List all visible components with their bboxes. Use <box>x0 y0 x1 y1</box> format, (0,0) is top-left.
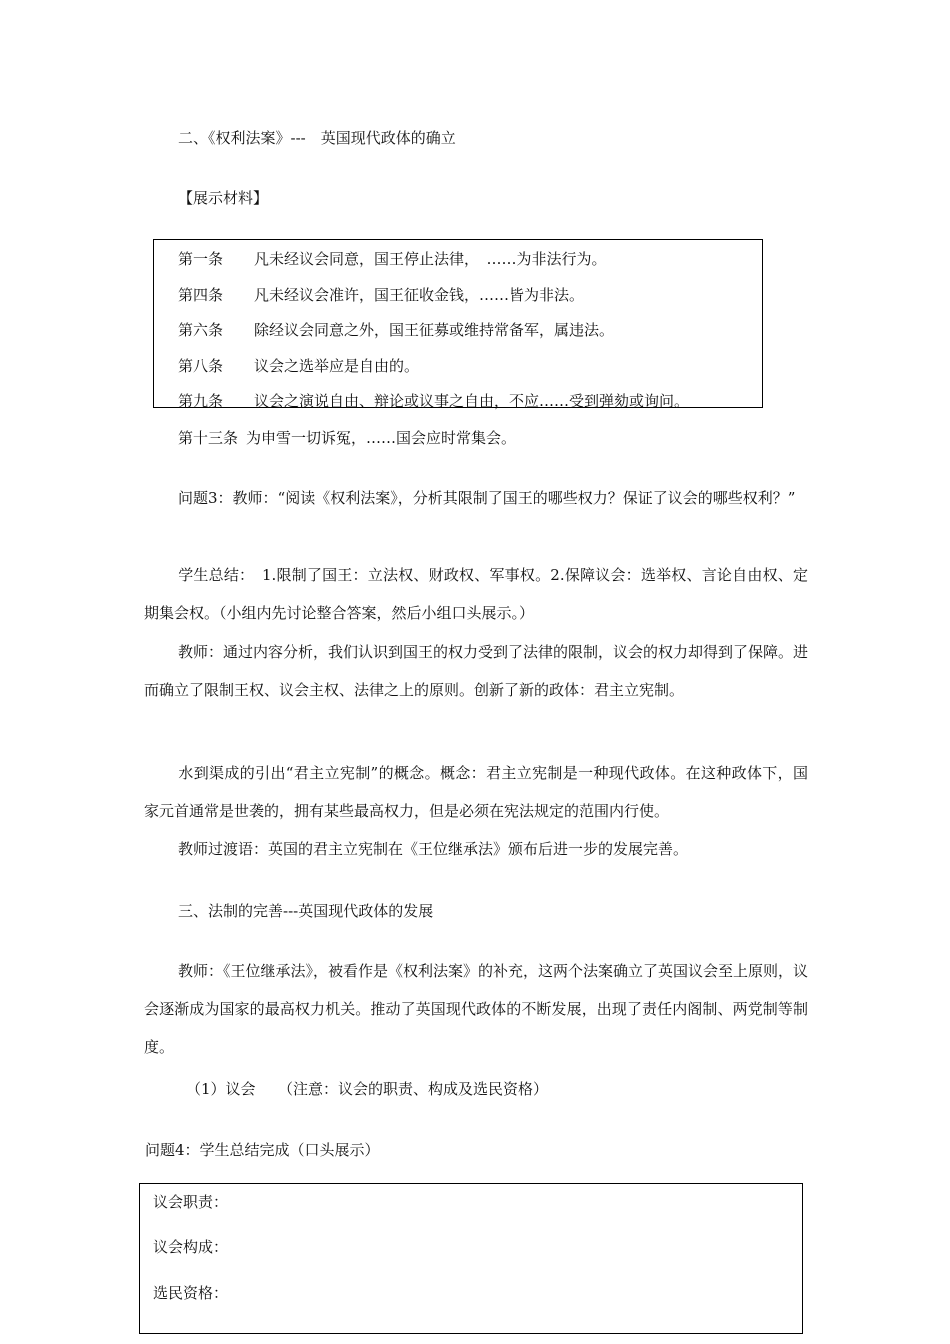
teacher-section3: 教师：《王位继承法》，被看作是《权利法案》的补充，这两个法案确立了英国议会至上原则，议会逐渐成为国家的最高权力机关。推动了英国现代政体的不断发展，出现了责任内阁制、两党制等制度。 <box>144 962 809 1056</box>
article-text: 凡未经议会同意，国王停止法律， ……为非法行为。 <box>254 250 607 268</box>
article-9 <box>178 391 689 411</box>
article-8 <box>178 356 419 376</box>
article-13 <box>178 428 516 448</box>
section2-heading: 二、《权利法案》--- 英国现代政体的确立 <box>178 129 456 147</box>
section3-heading: 三、法制的完善---英国现代政体的发展 <box>178 902 434 920</box>
article-text: 议会之演说自由、辩论或议事之自由，不应……受到弹劾或询问。 <box>254 392 690 410</box>
form-field-composition: 议会构成： <box>153 1238 229 1256</box>
question-4: 问题4：学生总结完成（口头展示） <box>145 1141 380 1159</box>
article-text: 凡未经议会准许，国王征收金钱，……皆为非法。 <box>254 286 585 304</box>
material-label: 【展示材料】 <box>178 189 269 207</box>
article-text: 为申雪一切诉冤，……国会应时常集会。 <box>246 429 517 447</box>
article-text: 除经议会同意之外，国王征募或维持常备军，属违法。 <box>254 321 615 339</box>
teacher-analysis: 教师：通过内容分析，我们认识到国王的权力受到了法律的限制，议会的权力却得到了保障。进而确立了限制王权、议会主权、法律之上的原则。创新了新的政体：君主立宪制。 <box>144 643 809 699</box>
article-text: 议会之选举应是自由的。 <box>254 357 420 375</box>
question-3: 问题3：教师：“阅读《权利法案》，分析其限制了国王的哪些权力？保证了议会的哪些权利？” <box>178 489 796 507</box>
article-number: 第四条 <box>178 286 224 304</box>
parliament-item: （1）议会 （注意：议会的职责、构成及选民资格） <box>186 1080 549 1098</box>
form-field-voter-qualification: 选民资格： <box>153 1284 229 1302</box>
article-number: 第八条 <box>178 357 224 375</box>
transition-paragraph: 教师过渡语：英国的君主立宪制在《王位继承法》颁布后进一步的发展完善。 <box>178 840 689 858</box>
form-field-duties: 议会职责： <box>153 1193 229 1211</box>
article-4 <box>178 285 584 305</box>
article-number: 第九条 <box>178 392 224 410</box>
article-number: 第十三条 <box>178 429 239 447</box>
article-number: 第一条 <box>178 250 224 268</box>
student-summary: 学生总结： 1.限制了国王：立法权、财政权、军事权。2.保障议会：选举权、言论自由权、定期集会权。（小组内先讨论整合答案，然后小组口头展示。） <box>144 566 808 622</box>
article-6 <box>178 320 614 340</box>
concept-paragraph: 水到渠成的引出“君主立宪制”的概念。概念：君主立宪制是一种现代政体。在这种政体下，国家元首通常是世袭的，拥有某些最高权力，但是必须在宪法规定的范围内行使。 <box>144 764 808 820</box>
parliament-form-box <box>139 1183 803 1334</box>
article-1 <box>178 249 607 269</box>
article-number: 第六条 <box>178 321 224 339</box>
